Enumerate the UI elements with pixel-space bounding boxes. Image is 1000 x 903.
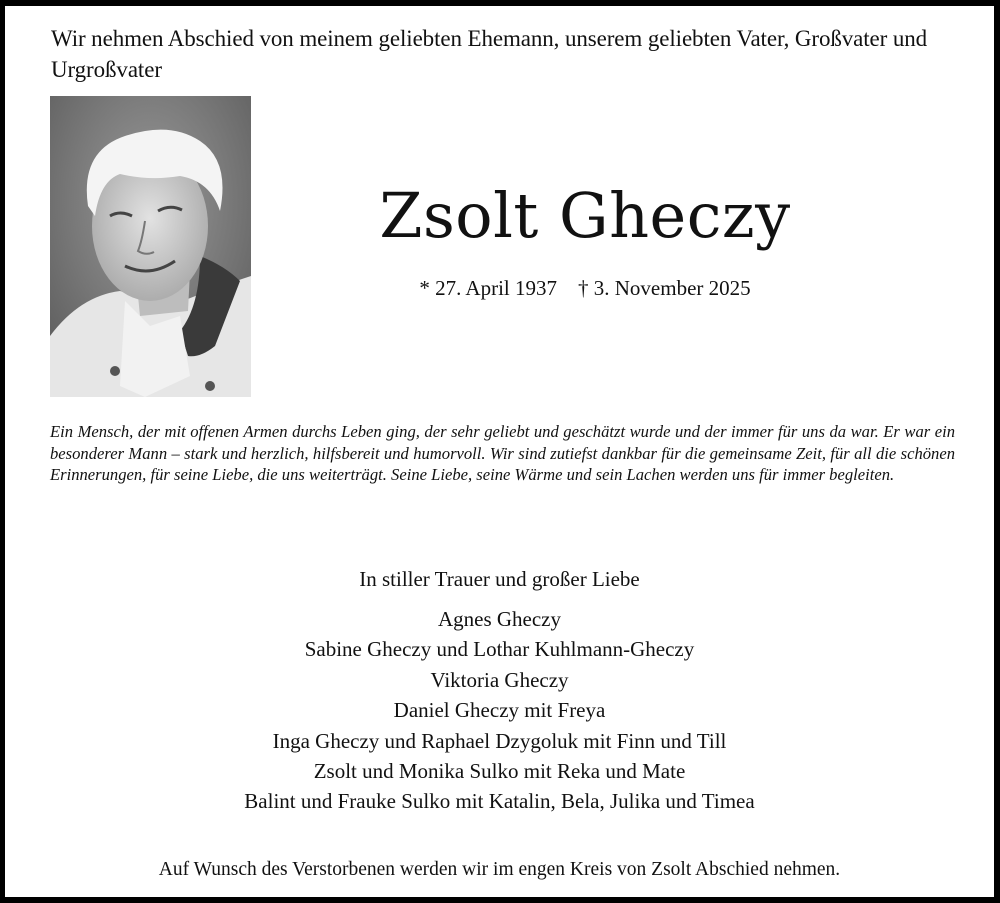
mourners-list xyxy=(5,604,994,817)
mourner-entry: Sabine Gheczy und Lothar Kuhlmann-Gheczy xyxy=(304,637,695,662)
footer-note: Auf Wunsch des Verstorbenen werden wir im engen Kreis von Zsolt Abschied nehmen. xyxy=(158,859,841,880)
mourner-entry: Zsolt und Monika Sulko mit Reka und Mate xyxy=(313,759,686,784)
intro-text: Wir nehmen Abschied von meinem geliebten Ehemann, unserem geliebten Vater, Großvater und Urgroßvater xyxy=(51,26,928,82)
tribute-text: Ein Mensch, der mit offenen Armen durchs Leben ging, der sehr geliebt und geschätzt wurde und der immer für uns da war. Er war ein besonderer Mann – stark und herzlich, hilfsbereit und humorvoll. Wir sind zutiefst dankbar für die gemeinsame Zeit, für all die schönen Erinnerungen, für seine Liebe, die uns weiterträgt. Seine Liebe, seine Wärme und sein Lachen werden uns für immer begleiten. xyxy=(50,422,955,484)
mourner-entry: Agnes Gheczy xyxy=(437,607,562,631)
deceased-name: Zsolt Gheczy xyxy=(379,179,791,252)
mourner-entry: Viktoria Gheczy xyxy=(430,667,569,692)
closing-header: In stiller Trauer und großer Liebe xyxy=(359,567,640,591)
portrait-photo-icon xyxy=(50,96,251,397)
portrait-photo xyxy=(50,96,251,397)
life-dates: * 27. April 1937 † 3. November 2025 xyxy=(419,276,751,300)
mourner-entry: Balint und Frauke Sulko mit Katalin, Bela, Julika und Timea xyxy=(244,789,755,814)
mourner-entry: Daniel Gheczy mit Freya xyxy=(393,698,606,723)
mourner-entry: Inga Gheczy und Raphael Dzygoluk mit Finn und Till xyxy=(272,728,727,753)
